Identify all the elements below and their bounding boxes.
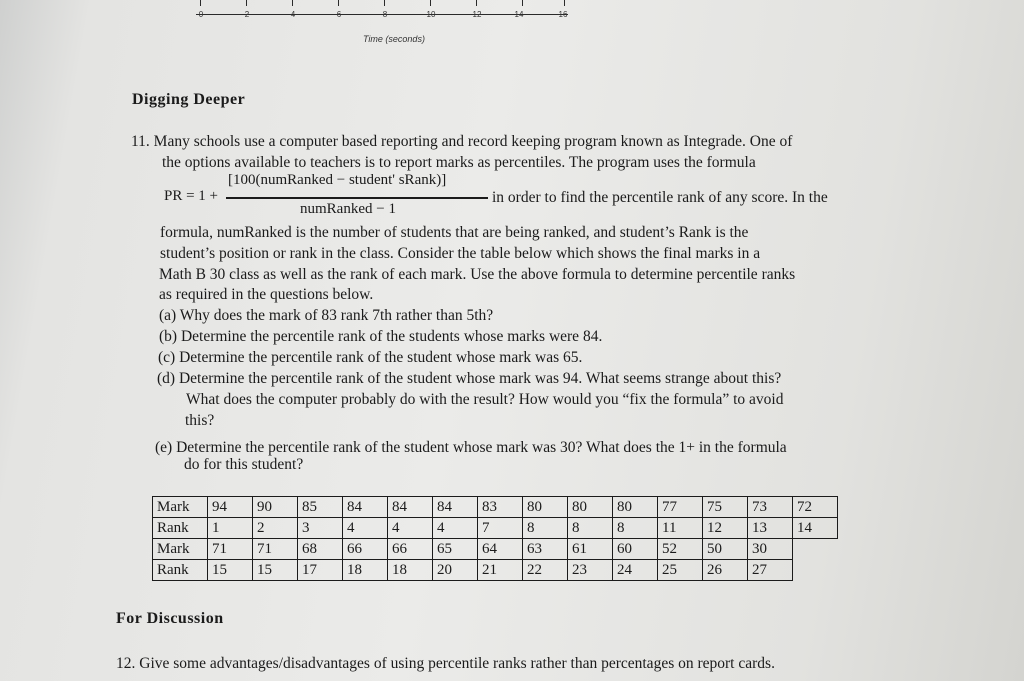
question-11-body-line: Math B 30 class as well as the rank of each mark. Use the above formula to determine percentile ranks <box>159 266 796 283</box>
section-heading: Digging Deeper <box>132 91 246 108</box>
axis-tick-label: 12 <box>472 10 482 19</box>
table-cell: 26 <box>703 560 748 581</box>
table-row-header: Rank <box>153 560 208 581</box>
table-cell: 68 <box>298 539 343 560</box>
axis-tick <box>200 0 201 6</box>
table-row-header: Mark <box>153 539 208 560</box>
table-cell: 83 <box>478 497 523 518</box>
table-cell: 4 <box>388 518 433 539</box>
table-cell: 75 <box>703 497 748 518</box>
axis-tick-label: 0 <box>198 10 204 19</box>
table-cell: 73 <box>748 497 793 518</box>
table-cell: 17 <box>298 560 343 581</box>
question-part-e: (e) Determine the percentile rank of the student whose mark was 30? What does the 1+ in the formula <box>155 439 787 456</box>
table-cell: 22 <box>523 560 568 581</box>
table-cell: 66 <box>388 539 433 560</box>
axis-tick-label: 4 <box>290 10 296 19</box>
table-cell: 72 <box>793 497 838 518</box>
table-cell: 27 <box>748 560 793 581</box>
question-11-body-line: student’s position or rank in the class. Consider the table below which shows the final marks in a <box>160 245 761 262</box>
table-cell: 84 <box>343 497 388 518</box>
table-empty-cell <box>793 560 838 581</box>
table-cell: 50 <box>703 539 748 560</box>
discussion-heading: For Discussion <box>116 610 224 627</box>
question-11-body-line: formula, numRanked is the number of students that are being ranked, and student’s Rank is the <box>160 224 749 241</box>
question-part-e-line: do for this student? <box>184 456 304 473</box>
table-cell: 30 <box>748 539 793 560</box>
table-cell: 80 <box>523 497 568 518</box>
table-cell: 1 <box>208 518 253 539</box>
table-cell: 8 <box>613 518 658 539</box>
table-cell: 80 <box>568 497 613 518</box>
question-11-line: 11. Many schools use a computer based reporting and record keeping program known as Integrade. One of <box>131 133 793 150</box>
table-cell: 24 <box>613 560 658 581</box>
table-cell: 2 <box>253 518 298 539</box>
table-cell: 4 <box>343 518 388 539</box>
table-cell: 25 <box>658 560 703 581</box>
table-cell: 66 <box>343 539 388 560</box>
axis-tick <box>246 0 247 6</box>
table-cell: 64 <box>478 539 523 560</box>
table-cell: 18 <box>388 560 433 581</box>
question-11-line: the options available to teachers is to report marks as percentiles. The program uses the formula <box>162 154 756 171</box>
table-row <box>153 560 838 581</box>
axis-tick <box>430 0 431 6</box>
question-part-b: (b) Determine the percentile rank of the students whose marks were 84. <box>159 328 603 345</box>
formula-lhs: PR = 1 + <box>164 188 219 204</box>
axis-tick <box>522 0 523 6</box>
axis-tick <box>384 0 385 6</box>
axis-tick-label: 8 <box>382 10 388 19</box>
axis-tick-label: 10 <box>426 10 436 19</box>
table-cell: 21 <box>478 560 523 581</box>
axis-tick-label: 16 <box>558 10 568 19</box>
table-row <box>153 497 838 518</box>
table-cell: 60 <box>613 539 658 560</box>
table-cell: 71 <box>208 539 253 560</box>
axis-tick <box>476 0 477 6</box>
table-cell: 84 <box>433 497 478 518</box>
table-cell: 90 <box>253 497 298 518</box>
table-cell: 8 <box>568 518 613 539</box>
table-empty-cell <box>793 539 838 560</box>
table-cell: 14 <box>793 518 838 539</box>
marks-rank-table <box>152 496 838 581</box>
table-cell: 52 <box>658 539 703 560</box>
axis-tick <box>292 0 293 6</box>
table-cell: 4 <box>433 518 478 539</box>
table-cell: 15 <box>208 560 253 581</box>
table-row-header: Mark <box>153 497 208 518</box>
axis-tick-label: 2 <box>244 10 250 19</box>
table-cell: 8 <box>523 518 568 539</box>
table-cell: 23 <box>568 560 613 581</box>
axis-tick <box>564 0 565 6</box>
table-row <box>153 518 838 539</box>
axis-tick-label: 14 <box>514 10 524 19</box>
table-cell: 80 <box>613 497 658 518</box>
question-part-a: (a) Why does the mark of 83 rank 7th rather than 5th? <box>159 307 494 324</box>
table-cell: 61 <box>568 539 613 560</box>
formula-denominator: numRanked − 1 <box>300 201 396 217</box>
table-cell: 77 <box>658 497 703 518</box>
question-part-d: (d) Determine the percentile rank of the student whose mark was 94. What seems strange about this? <box>157 370 782 387</box>
table-cell: 15 <box>253 560 298 581</box>
table-cell: 71 <box>253 539 298 560</box>
question-part-d-line: this? <box>185 412 215 429</box>
question-12: 12. Give some advantages/disadvantages of using percentile ranks rather than percentages on report cards. <box>116 655 775 672</box>
table-row <box>153 539 838 560</box>
formula-tail: in order to find the percentile rank of any score. In the <box>492 189 828 206</box>
table-cell: 12 <box>703 518 748 539</box>
fraction-bar <box>226 197 488 199</box>
table-cell: 94 <box>208 497 253 518</box>
table-cell: 7 <box>478 518 523 539</box>
table-row-header: Rank <box>153 518 208 539</box>
table-cell: 63 <box>523 539 568 560</box>
table-cell: 11 <box>658 518 703 539</box>
question-part-d-line: What does the computer probably do with the result? How would you “fix the formula” to avoid <box>186 391 784 408</box>
axis-tick <box>338 0 339 6</box>
table-cell: 84 <box>388 497 433 518</box>
question-part-c: (c) Determine the percentile rank of the student whose mark was 65. <box>158 349 583 366</box>
table-cell: 3 <box>298 518 343 539</box>
axis-tick-label: 6 <box>336 10 342 19</box>
table-cell: 13 <box>748 518 793 539</box>
table-cell: 65 <box>433 539 478 560</box>
table-cell: 85 <box>298 497 343 518</box>
formula-numerator: [100(numRanked − student' sRank)] <box>228 172 447 188</box>
axis-title: Time (seconds) <box>363 34 425 44</box>
table-cell: 20 <box>433 560 478 581</box>
question-11-body-line: as required in the questions below. <box>159 286 374 303</box>
table-cell: 18 <box>343 560 388 581</box>
